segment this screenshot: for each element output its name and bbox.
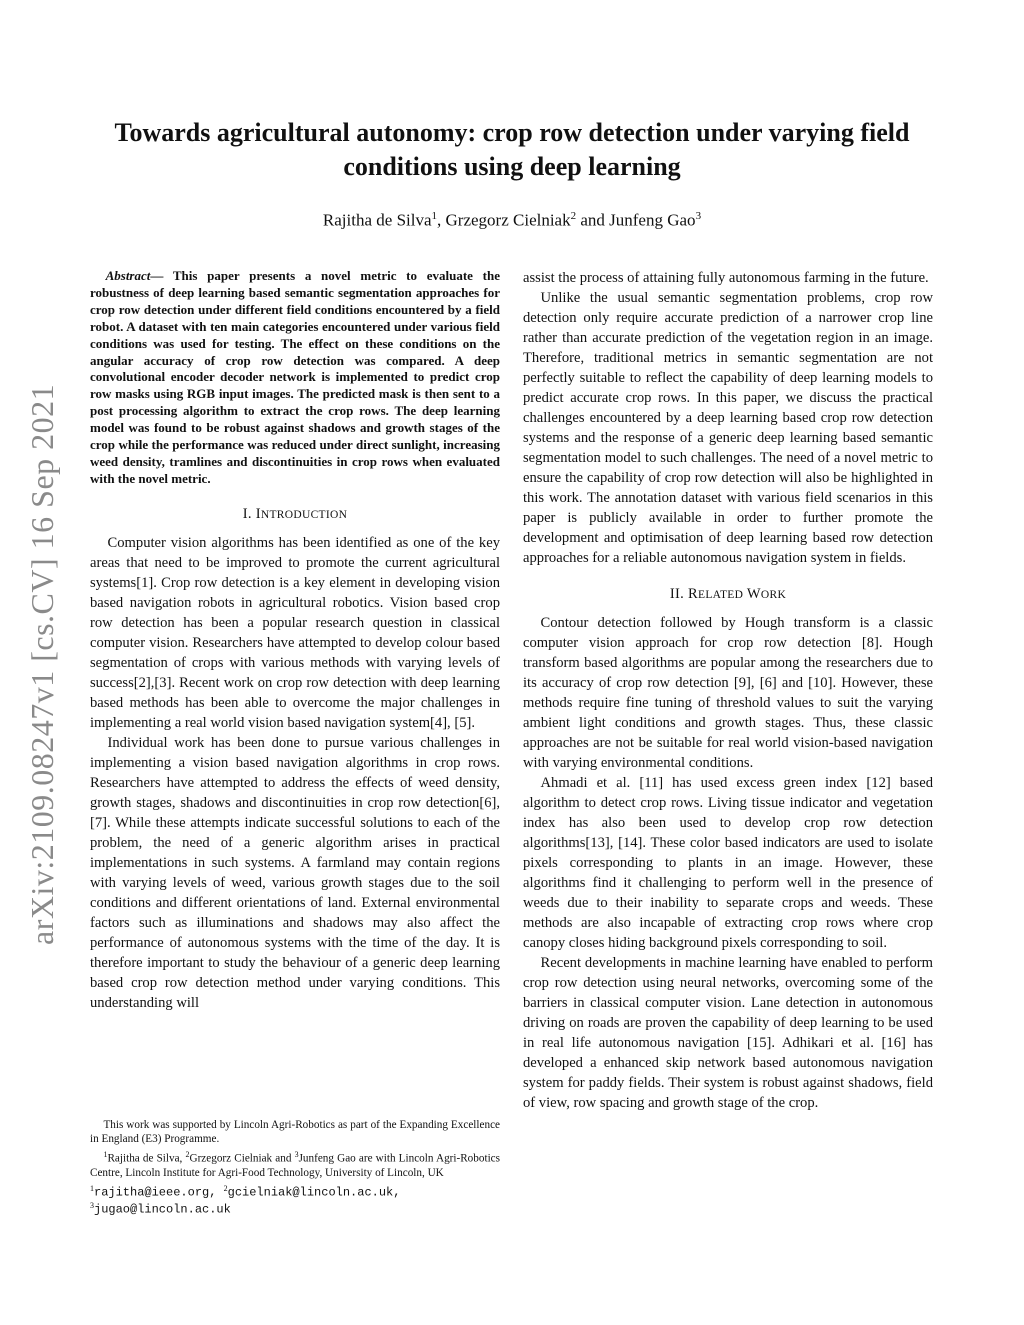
author-2-affiliation: 2	[570, 210, 577, 222]
paper-title	[80, 116, 944, 184]
footnote-text: Rajitha de Silva,	[107, 1152, 186, 1165]
left-column	[90, 268, 500, 1013]
arxiv-identifier-stamp: arXiv:2109.08247v1 [cs.CV] 16 Sep 2021	[24, 383, 60, 945]
email-footnote	[90, 1182, 500, 1217]
section-heading-introduction	[90, 506, 500, 523]
author-separator: and	[576, 210, 610, 230]
affiliation-footnote	[90, 1148, 500, 1180]
related-work-paragraph-1: Contour detection followed by Hough transform is a classic computer vision approach for crop row detection [8]. Hough transform based algorithms are popular among the researchers due to its accuracy of crop row detection [9], [6] and [10]. However, these methods require fine tuning of threshold values to suit the varying ambient light conditions and growth stages. Thus, these classic approaches are not be suitable for real world vision-based navigation with varying environmental conditions.	[523, 615, 933, 771]
section-title-smallcaps: ORK	[760, 589, 787, 601]
section-numeral: I. I	[242, 505, 261, 522]
author-separator: ,	[437, 210, 446, 230]
related-work-paragraph-2: Ahmadi et al. [11] has used excess green index [12] based algorithm to detect crop rows. Living tissue indicator and vegetation index has also been used to develop crop row detection algorithms[13], [14]. These color based indicators are used to isolate pixels corresponding to plants in an image. However, these algorithms find it challenging to perform well in the presence of weeds due to their inability to separate crops and weeds. These methods are also incapable of extracting crop rows where crop canopy closes hiding background pixels corresponding to soil.	[523, 775, 933, 951]
funding-footnote: This work was supported by Lincoln Agri-Robotics as part of the Expanding Excellence in England (E3) Programme.	[90, 1119, 500, 1145]
author-3-affiliation: 3	[695, 210, 702, 222]
footnote-marker: 2	[223, 1183, 228, 1193]
section-title-smallcaps: NTRODUCTION	[260, 508, 348, 521]
email-link[interactable]: gcielniak@lincoln.ac.uk,	[227, 1185, 401, 1200]
email-link[interactable]: jugao@lincoln.ac.uk	[94, 1203, 231, 1218]
footnote-text: Grzegorz Cielniak and	[189, 1152, 295, 1165]
abstract-text: — This paper presents a novel metric to evaluate the robustness of deep learning based semantic segmentation approaches for crop row detection under different field conditions encountered by a field robot. A dataset with ten main categories encountered under various field conditions was used for testing. The effect on these conditions on the angular accuracy of crop row detection was compared. A deep convolutional encoder decoder network is implemented to predict crop row masks using RGB input images. The predicted mask is then sent to a post processing algorithm to extract the crop rows. The deep learning model was found to be robust against shadows and growth stages of the crop while the performance was reduced under direct sunlight, increasing weed density, tramlines and discontinuities in crop rows when evaluated with the novel metric.	[90, 268, 500, 486]
author-1: Rajitha de Silva	[322, 210, 432, 230]
title-line-1: Towards agricultural autonomy: crop row detection under varying field	[114, 118, 910, 147]
related-work-paragraph-3: Recent developments in machine learning have enabled to perform crop row detection using neural networks, overcoming some of the barriers in classical computer vision. Lane detection in autonomous driving on roads are proven the capability of deep learning to be used in real life autonomous navigation [15]. Adhikari et al. [16] has developed a enhanced skip network based autonomous navigation system for paddy fields. Their system is robust against shadows, field of view, row spacing and growth stage of the crop.	[523, 955, 933, 1111]
footnotes	[90, 1118, 500, 1219]
section-numeral: II. R	[669, 586, 698, 602]
right-column	[523, 268, 933, 1113]
intro-paragraph-3: Unlike the usual semantic segmentation problems, crop row detection only require accurate prediction of a narrower crop line rather than accurate prediction of the vegetation region in an image. Therefore, traditional metrics in semantic segmentation are not perfectly suitable to reflect the capability of deep learning models to predict accurate crop rows. In this paper, we discuss the practical challenges encountered by a deep learning based crop row detection systems and the response of a generic deep learning based semantic segmentation model to such challenges. The need of a novel metric to ensure the capability of crop row detection will also be highlighted in this work. The annotation dataset with various field scenarios in this paper is publicly available in order to further promote the development and optimisation of deep learning based row detection approaches for a reliable autonomous navigation system in fields.	[523, 290, 933, 566]
author-1-affiliation: 1	[431, 210, 438, 222]
section-title-capital: W	[743, 586, 761, 602]
author-list	[80, 210, 944, 231]
footnote-marker: 2	[185, 1150, 190, 1159]
author-3: Junfeng Gao	[609, 210, 696, 230]
footnote-marker: 1	[90, 1183, 94, 1193]
footnote-marker: 1	[103, 1150, 108, 1159]
email-link[interactable]: rajitha@ieee.org,	[94, 1185, 224, 1200]
footnote-marker: 3	[294, 1150, 299, 1159]
intro-paragraph-2-continued: assist the process of attaining fully autonomous farming in the future.	[523, 270, 929, 286]
footnote-text: Junfeng Gao are with Lincoln Agri-Robotics Centre, Lincoln Institute for Agri-Food Technology, University of Lincoln, UK	[90, 1152, 500, 1179]
intro-paragraph-1: Computer vision algorithms has been identified as one of the key areas that need to be improved to promote the current agricultural systems[1]. Crop row detection is a key element in developing vision based navigation robots in agricultural robotics. Vision based crop row detection has been a popular research question in classical computer vision. Researchers have attempted to develop colour based segmentation of crops with various methods with varying levels of success[2],[3]. Recent work on crop row detection with deep learning based methods has been able to overcome the major challenges in implementing a real world vision based navigation system[4], [5].	[90, 534, 500, 731]
abstract	[90, 268, 500, 488]
footnote-marker: 3	[90, 1201, 94, 1211]
intro-paragraph-2: Individual work has been done to pursue various challenges in implementing a vision based navigation algorithms in crop rows. Researchers have attempted to address the effects of weed density, growth stages, shadows and discontinuities in crop row detection[6], [7]. While these attempts indicate successful solutions to each of the problem, the need of a generic algorithm arises in practical implementations in such systems. A farmland may contain regions with varying levels of weed, various growth stages due to the soil conditions and different orientations of land. External environmental factors such as illuminations and shadows may also affect the performance of autonomous systems with the time of the day. It is therefore important to study the behaviour of a generic deep learning based crop row detection method under varying conditions. This understanding will	[90, 734, 500, 1011]
title-line-2: conditions using deep learning	[343, 152, 681, 181]
section-heading-related-work	[523, 586, 933, 603]
section-title-smallcaps: ELATED	[698, 589, 744, 601]
abstract-label: Abstract	[105, 268, 151, 283]
author-2: Grzegorz Cielniak	[445, 210, 571, 230]
